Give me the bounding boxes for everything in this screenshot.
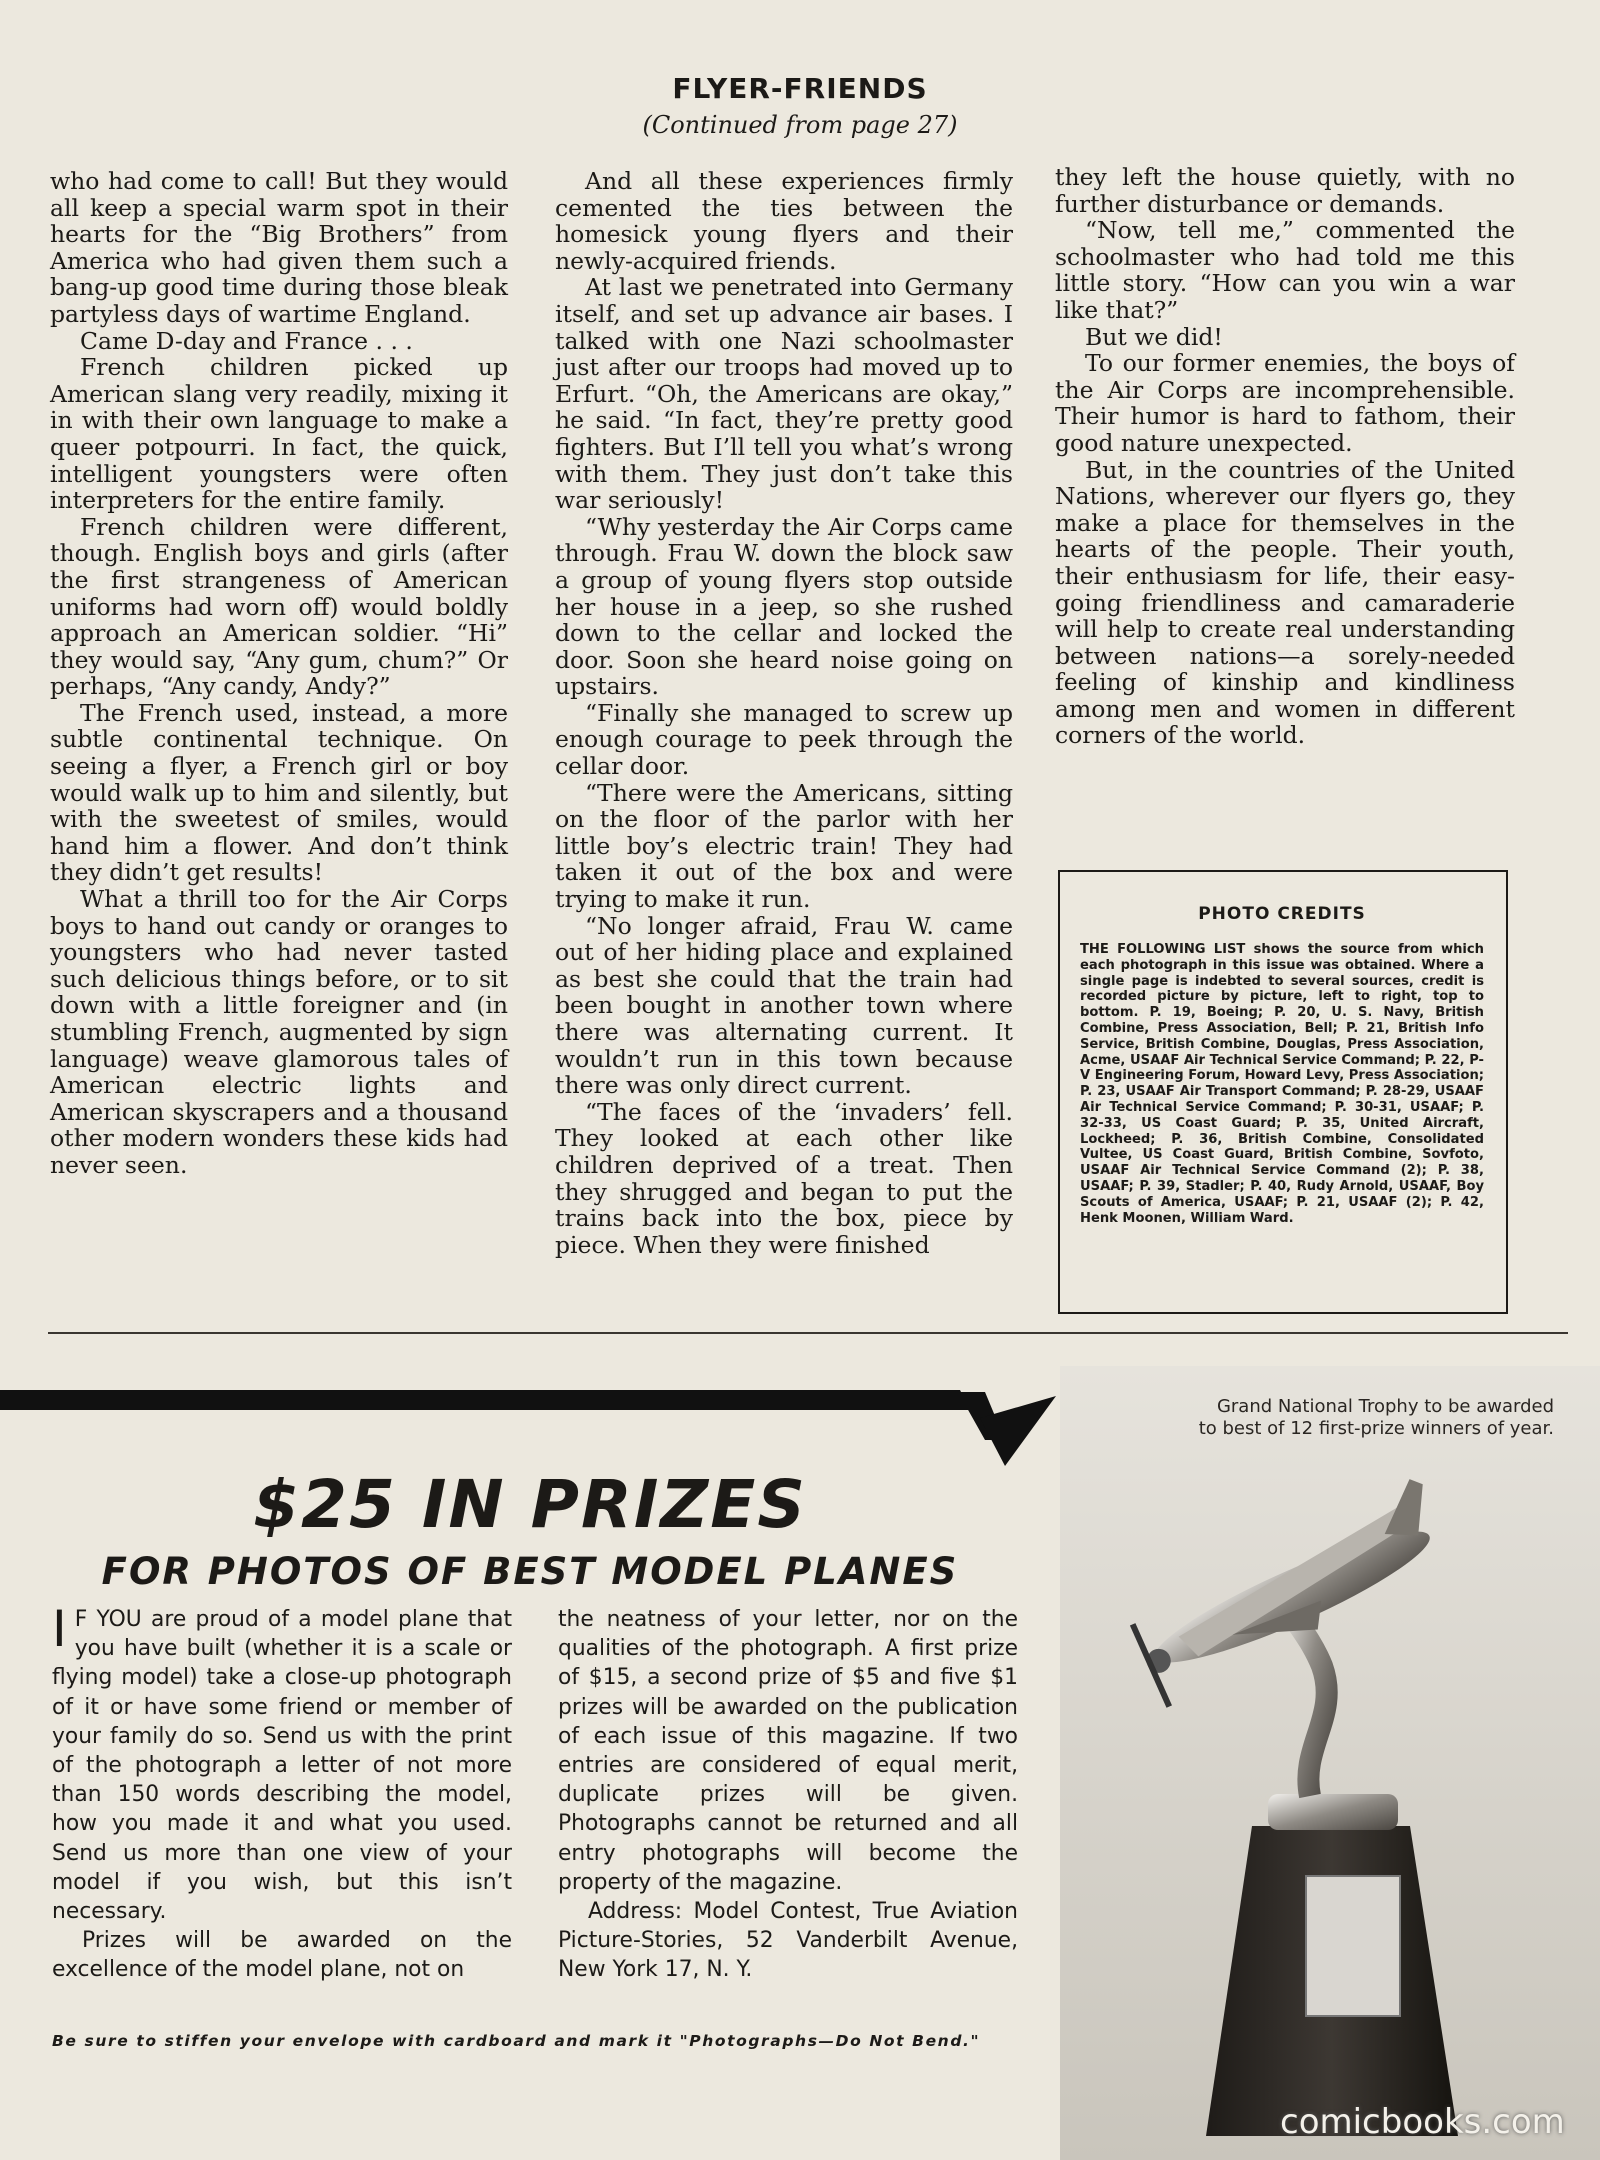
article-column-3 bbox=[1055, 164, 1515, 749]
paragraph: “Now, tell me,” commented the schoolmaster who had told me this little story. “How can you win a war like that?” bbox=[1055, 216, 1515, 324]
paragraph: The French used, instead, a more subtle continental technique. On seeing a flyer, a French girl or boy would walk up to him and silently, but with the sweetest of smiles, would hand him a flower. And don’t think they didn’t get results! bbox=[50, 698, 508, 887]
photo-credits-title: PHOTO CREDITS bbox=[1198, 904, 1366, 924]
continued-note: (Continued from page 27) bbox=[642, 111, 958, 139]
article-header bbox=[0, 72, 1600, 139]
contest-column-1 bbox=[52, 1600, 512, 1985]
paragraph: “There were the Americans, sitting on the floor of the parlor with her little boy’s electric train! They had taken it out of the box and were trying to make it run. bbox=[555, 778, 1013, 914]
contest-footnote: Be sure to stiffen your envelope with cardboard and mark it "Photographs—Do Not Bend." bbox=[52, 2032, 981, 2050]
photo-caption-line: Grand National Trophy to be awarded bbox=[1216, 1396, 1554, 1417]
photo-credits-body: THE FOLLOWING LIST shows the source from which each photograph in this issue was obtained. Where a single page is indebted to several sources, credit is recorded picture by picture, left to right, top to bottom. P. 19, Boeing; P. 20, U. S. Navy, British Combine, Press Association, Bell; P. 21, British Info Service, British Combine, Douglas, Press Association, Acme, USAAF Air Technical Service Command; P. 22, P-V Engineering Forum, Howard Levy, Press Association; P. 23, USAAF Air Transport Command; P. 28-29, USAAF Air Technical Service Command; P. 30-31, USAAF; P. 32-33, US Coast Guard; P. 35, United Aircraft, Lockheed; P. 36, British Combine, Consolidated Vultee, US Coast Guard, British Combine, Sovfoto, USAAF Air Technical Service Command (2); P. 38, USAAF; P. 39, Stadler; P. 40, Rudy Arnold, USAAF, Boy Scouts of America, USAAF; P. 21, USAAF (2); P. 42, Henk Moonen, William Ward. bbox=[1080, 942, 1484, 1226]
paragraph: French children were different, though. English boys and girls (after the first strangeness of American uniforms had worn off) would boldly approach an American soldier. “Hi” they would say, “Any gum, chum?” Or perhaps, “Any candy, Andy?” bbox=[50, 512, 508, 701]
paragraph-text: F YOU are proud of a model plane that you have built (whether it is a scale or flying model) take a close-up photograph of it or have some friend or member of your family do so. Send us with the print of the photograph a letter of not more than 150 words describing the model, how you made it and what you used. Send us more than one view of your model if you wish, but this isn’t necessary. bbox=[52, 1607, 512, 1925]
trophy-image bbox=[1060, 1366, 1600, 2160]
drop-cap: I bbox=[52, 1600, 67, 1658]
paragraph: At last we penetrated into Germany itself, and set up advance air bases. I talked with one Nazi schoolmaster just after our troops had moved up to Erfurt. “Oh, the Americans are okay,” he said. “In fact, they’re pretty good fighters. But I’ll tell you what’s wrong with them. They just don’t take this war seriously! bbox=[555, 273, 1013, 515]
paragraph: To our former enemies, the boys of the Air Corps are incomprehensible. Their humor is hard to fathom, their good nature unexpected. bbox=[1055, 349, 1515, 457]
paragraph: “No longer afraid, Frau W. came out of her hiding place and explained as best she could that the train had been bought in another town where there was alternating current. It wouldn’t run in this town because there was only direct current. bbox=[555, 911, 1013, 1100]
contest-subtitle: FOR PHOTOS OF BEST MODEL PLANES bbox=[101, 1550, 959, 1593]
paragraph: Address: Model Contest, True Aviation Picture-Stories, 52 Vanderbilt Avenue, New York 17, N. Y. bbox=[558, 1899, 1018, 1983]
section-divider bbox=[48, 1332, 1568, 1334]
trophy-photo bbox=[1060, 1366, 1600, 2160]
photo-credits-box bbox=[1058, 870, 1508, 1314]
paragraph: they left the house quietly, with no further disturbance or demands. bbox=[1055, 163, 1515, 218]
watermark: comicbooks.com bbox=[1280, 2102, 1565, 2142]
paragraph: who had come to call! But they would all keep a special warm spot in their hearts for the “Big Brothers” from America who had given them such a bang-up good time during those bleak partyless days of wartime England. bbox=[50, 167, 508, 328]
paragraph: Prizes will be awarded on the excellence of the model plane, not on bbox=[52, 1928, 512, 1983]
paragraph: Came D-day and France . . . bbox=[80, 326, 413, 355]
paragraph bbox=[52, 1600, 512, 1926]
paragraph: “Why yesterday the Air Corps came through. Frau W. down the block saw a group of young flyers stop outside her house in a jeep, so she rushed down to the cellar and locked the door. Soon she heard noise going on upstairs. bbox=[555, 512, 1013, 701]
contest-column-2 bbox=[558, 1605, 1018, 1985]
article-column-1 bbox=[50, 168, 508, 1179]
article-title: FLYER-FRIENDS bbox=[672, 72, 928, 105]
paragraph: “The faces of the ‘invaders’ fell. They looked at each other like children deprived of a treat. Then they shrugged and began to put the trains back into the box, piece by piece. When they were finished bbox=[555, 1097, 1013, 1259]
article-column-2 bbox=[555, 168, 1013, 1258]
contest-title: $25 IN PRIZES bbox=[253, 1466, 807, 1543]
photo-caption bbox=[1094, 1396, 1554, 1440]
photo-caption-line: to best of 12 first-prize winners of year. bbox=[1198, 1418, 1554, 1439]
paragraph: What a thrill too for the Air Corps boys to hand out candy or oranges to youngsters who had never tasted such delicious things before, or to sit down with a little foreigner and (in stumbling French, augmented by sign language) weave glamorous tales of American electric lights and American skyscrapers and a thousand other modern wonders these kids had never seen. bbox=[50, 885, 508, 1179]
paragraph: “Finally she managed to screw up enough courage to peek through the cellar door. bbox=[555, 698, 1013, 781]
paragraph: French children picked up American slang very readily, mixing it in with their own language to make a queer potpourri. In fact, the quick, intelligent youngsters were often interpreters for the entire family. bbox=[50, 353, 508, 515]
paragraph: But, in the countries of the United Nations, wherever our flyers go, they make a place for themselves in the hearts of the people. Their youth, their enthusiasm for life, their easy-going friendliness and camaraderie will help to create real understanding between nations—a sorely-needed feeling of kinship and kindliness among men and women in different corners of the world. bbox=[1055, 455, 1515, 750]
paragraph: the neatness of your letter, nor on the qualities of the photograph. A first prize of $15, a second prize of $5 and five $1 prizes will be awarded on the publication of each issue of this magazine. If two entries are considered of equal merit, duplicate prizes will be given. Photographs cannot be returned and all entry photographs will become the property of the magazine. bbox=[558, 1607, 1018, 1895]
paragraph: But we did! bbox=[1085, 322, 1223, 351]
paragraph: And all these experiences firmly cemented the ties between the homesick young flyers and their newly-acquired friends. bbox=[555, 167, 1013, 275]
